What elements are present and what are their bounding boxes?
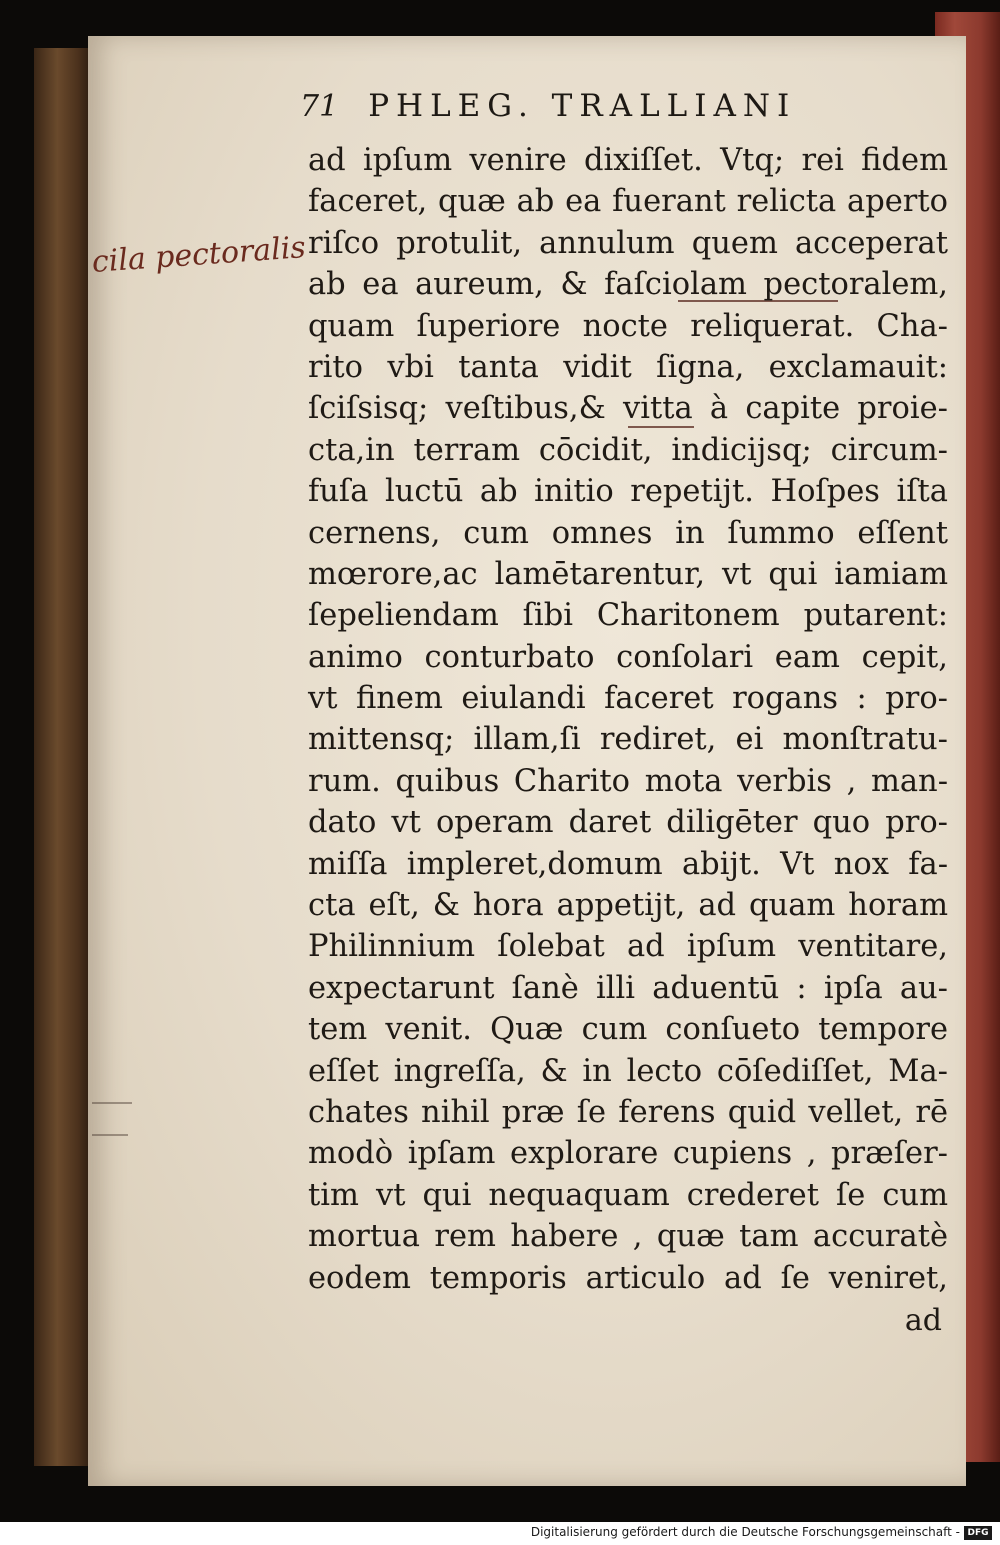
text-line: cernens, cum omnes in ſummo eſſent xyxy=(308,515,948,551)
dfg-logo-icon: DFG xyxy=(964,1526,992,1540)
text-line: eodem temporis articulo ad ſe veniret, xyxy=(308,1260,948,1296)
text-line: faceret, quæ ab ea fuerant relicta aperto xyxy=(308,184,948,220)
text-line: mortua rem habere , quæ tam accuratè xyxy=(308,1219,948,1255)
text-line: quam ſuperiore nocte reliquerat. Cha- xyxy=(308,308,948,344)
running-head: PHLEG. TRALLIANI xyxy=(368,88,797,124)
text-line: vt finem eiulandi faceret rogans : pro- xyxy=(308,681,948,717)
text-line: tem venit. Quæ cum conſueto tempore xyxy=(308,1012,948,1048)
text-line: expectarunt ſanè illi aduentū : ipſa au- xyxy=(308,970,948,1006)
text-line: Philinnium ſolebat ad ipſum ventitare, xyxy=(308,929,948,965)
text-line: ab ea aureum, & faſciolam pectoralem, xyxy=(308,267,948,303)
body-text xyxy=(308,140,948,1299)
page-number: 71 xyxy=(300,89,339,124)
book-spine-edge xyxy=(34,48,92,1466)
text-line: rito vbi tanta vidit ſigna, exclamauit: xyxy=(308,349,948,385)
text-line: cta,in terram cōcidit, indicijsq; circum- xyxy=(308,432,948,468)
text-line: tim vt qui nequaquam crederet ſe cum xyxy=(308,1177,948,1213)
text-line: eſſet ingreſſa, & in lecto cōſediſſet, Ma- xyxy=(308,1053,948,1089)
catchword: ad xyxy=(904,1303,942,1338)
text-line: riſco protulit, annulum quem acceperat xyxy=(308,225,948,261)
text-line: rum. quibus Charito mota verbis , man- xyxy=(308,763,948,799)
text-line: mittensq; illam,ſi rediret, ei monſtratu- xyxy=(308,722,948,758)
text-line: chates nihil præ ſe ferens quid vellet, rē xyxy=(308,1094,948,1130)
text-line: modò ipſam explorare cupiens , præſer- xyxy=(308,1136,948,1172)
page-header xyxy=(300,88,900,134)
text-line: fuſa luctū ab initio repetijt. Hoſpes iſta xyxy=(308,474,948,510)
text-line: cta eſt, & hora appetijt, ad quam horam xyxy=(308,888,948,924)
text-line: mœrore,ac lamētarentur, vt qui iamiam xyxy=(308,556,948,592)
margin-ink-mark xyxy=(92,1134,128,1166)
marginal-annotation: cila pectoralis xyxy=(90,230,307,280)
text-line: miſſa impleret,domum abijt. Vt nox fa- xyxy=(308,846,948,882)
text-line: ſciſsisq; veſtibus,& vitta à capite proie- xyxy=(308,391,948,427)
text-line: ſepeliendam ſibi Charitonem putarent: xyxy=(308,598,948,634)
text-line: animo conturbato conſolari eam cepit, xyxy=(308,639,948,675)
text-line: ad ipſum venire dixiſſet. Vtq; rei fidem xyxy=(308,143,948,178)
text-line: dato vt operam daret diligēter quo pro- xyxy=(308,805,948,841)
funding-credit: Digitalisierung gefördert durch die Deutsche Forschungsgemeinschaft - xyxy=(530,1525,960,1539)
